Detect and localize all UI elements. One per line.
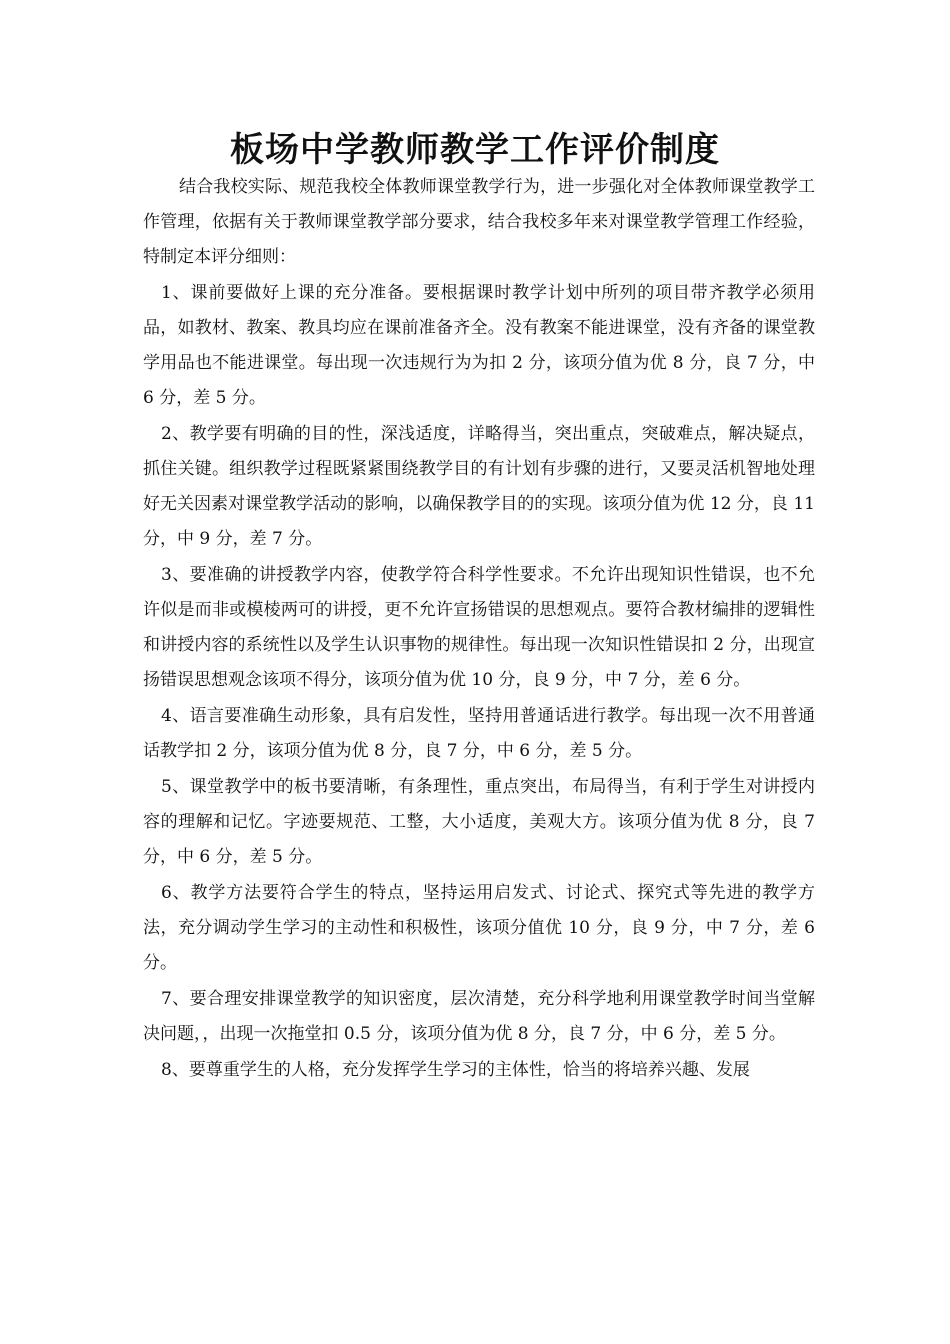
rule-item-6: 6、教学方法要符合学生的特点，坚持运用启发式、讨论式、探究式等先进的教学方法，充分调动学生学习的主动性和积极性，该项分值优 10 分，良 9 分，中 7 分，差 6 分。 xyxy=(143,883,815,973)
document-title: 板场中学教师教学工作评价制度 xyxy=(230,130,720,170)
intro-paragraph: 结合我校实际、规范我校全体教师课堂教学行为，进一步强化对全体教师课堂教学工作管理，依据有关于教师课堂教学部分要求，结合我校多年来对课堂教学管理工作经验，特制定本评分细则： xyxy=(143,177,815,267)
document-body xyxy=(143,170,815,1088)
rule-item-8: 8、要尊重学生的人格，充分发挥学生学习的主体性，恰当的将培养兴趣、发展 xyxy=(161,1060,750,1080)
rule-item-1: 1、课前要做好上课的充分准备。要根据课时教学计划中所列的项目带齐教学必须用品，如教材、教案、教具均应在课前准备齐全。没有教案不能进课堂，没有齐备的课堂教学用品也不能进课堂。每出现一次违规行为为扣 2 分，该项分值为优 8 分，良 7 分，中 6 分，差 5 分。 xyxy=(143,283,815,408)
rule-item-2: 2、教学要有明确的目的性，深浅适度，详略得当，突出重点，突破难点，解决疑点，抓住关键。组织教学过程既紧紧围绕教学目的有计划有步骤的进行，又要灵活机智地处理好无关因素对课堂教学活动的影响，以确保教学目的的实现。该项分值为优 12 分，良 11 分，中 9 分，差 7 分。 xyxy=(143,424,815,549)
rule-item-3: 3、要准确的讲授教学内容，使教学符合科学性要求。不允许出现知识性错误，也不允许似是而非或模棱两可的讲授，更不允许宣扬错误的思想观点。要符合教材编排的逻辑性和讲授内容的系统性以及学生认识事物的规律性。每出现一次知识性错误扣 2 分，出现宣扬错误思想观念该项不得分，该项分值为优 10 分，良 9 分，中 7 分，差 6 分。 xyxy=(143,565,815,690)
rule-item-5: 5、课堂教学中的板书要清晰，有条理性，重点突出，布局得当，有利于学生对讲授内容的理解和记忆。字迹要规范、工整，大小适度，美观大方。该项分值为优 8 分，良 7 分，中 6 分，差 5 分。 xyxy=(143,777,815,867)
rule-item-7: 7、要合理安排课堂教学的知识密度，层次清楚，充分科学地利用课堂教学时间当堂解决问题，，出现一次拖堂扣 0.5 分，该项分值为优 8 分，良 7 分，中 6 分，差 5 分。 xyxy=(143,989,815,1044)
rule-item-4: 4、语言要准确生动形象，具有启发性，坚持用普通话进行教学。每出现一次不用普通话教学扣 2 分，该项分值为优 8 分，良 7 分，中 6 分，差 5 分。 xyxy=(143,706,815,761)
